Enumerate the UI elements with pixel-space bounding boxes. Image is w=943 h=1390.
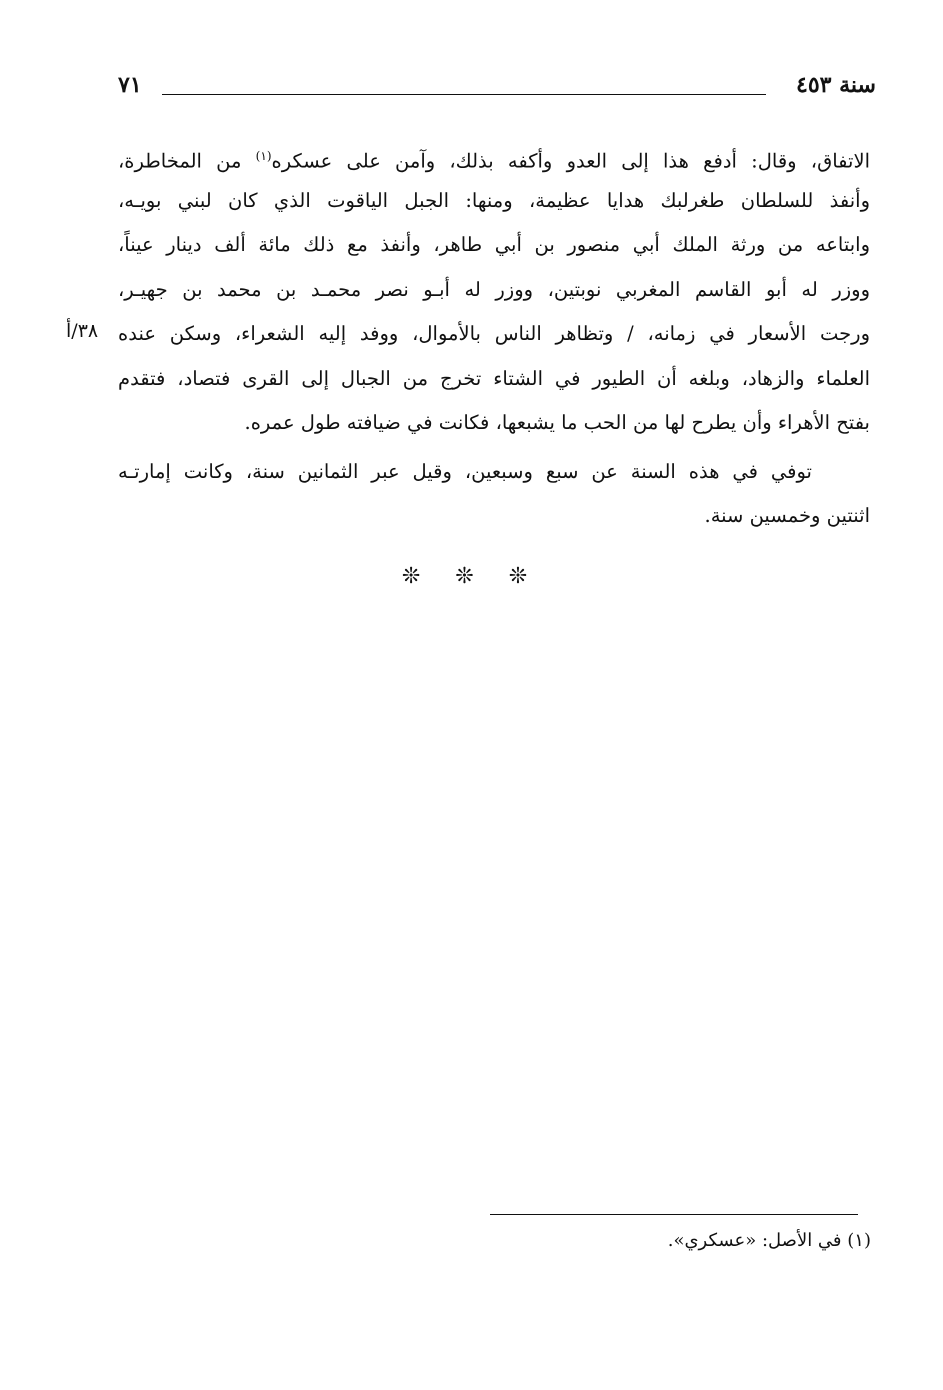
text-line: اثنتين وخمسين سنة. xyxy=(704,504,870,527)
text-line: توفي في هذه السنة عن سبع وسبعين، وقيل عبر الثمانين سنة، وكانت إمارتـه xyxy=(118,459,812,483)
footnote: (١) في الأصل: «عسكري». xyxy=(667,1230,871,1251)
manuscript-folio-marker: ٣٨/أ xyxy=(66,320,99,342)
running-title: سنة ٤٥٣ xyxy=(796,72,876,98)
footnote-reference[interactable]: (١) xyxy=(255,149,272,163)
page-number: ٧١ xyxy=(118,72,142,98)
text-line-content: الاتفاق، وقال: أدفع هذا إلى العدو وأكفه بذلك، وآمن على عسكره xyxy=(271,149,870,173)
text-line-tail: من المخاطرة، xyxy=(118,149,256,173)
text-line: ووزر له أبو القاسم المغربي نوبتين، ووزر له أبـو نصر محمـد بن محمد بن جهيـر، xyxy=(118,277,870,301)
text-line: وابتاعه من ورثة الملك أبي منصور بن أبي طاهر، وأنفذ مع ذلك مائة ألف دينار عيناً، xyxy=(118,233,870,256)
running-header xyxy=(118,70,876,106)
paragraph-2 xyxy=(118,450,870,539)
header-rule xyxy=(162,94,766,95)
main-text xyxy=(118,134,870,539)
text-line: العلماء والزهاد، وبلغه أن الطيور في الشتاء تخرج من الجبال إلى القرى فتصاد، فتقدم xyxy=(118,366,870,390)
footnote-rule xyxy=(490,1214,858,1215)
text-line: بفتح الأهراء وأن يطرح لها من الحب ما يشبعها، فكانت في ضيافته طول عمره. xyxy=(244,411,870,434)
text-line xyxy=(118,134,870,179)
text-line: وأنفذ للسلطان طغرلبك هدايا عظيمة، ومنها: الجبل الياقوت الذي كان لبني بويـه، xyxy=(118,188,870,212)
paragraph-1 xyxy=(118,134,870,446)
text-line: ورجت الأسعار في زمانه، / وتظاهر الناس بالأموال، ووفد إليه الشعراء، وسكن عنده xyxy=(118,322,870,345)
section-separator: ❊ ❊ ❊ xyxy=(401,564,542,589)
